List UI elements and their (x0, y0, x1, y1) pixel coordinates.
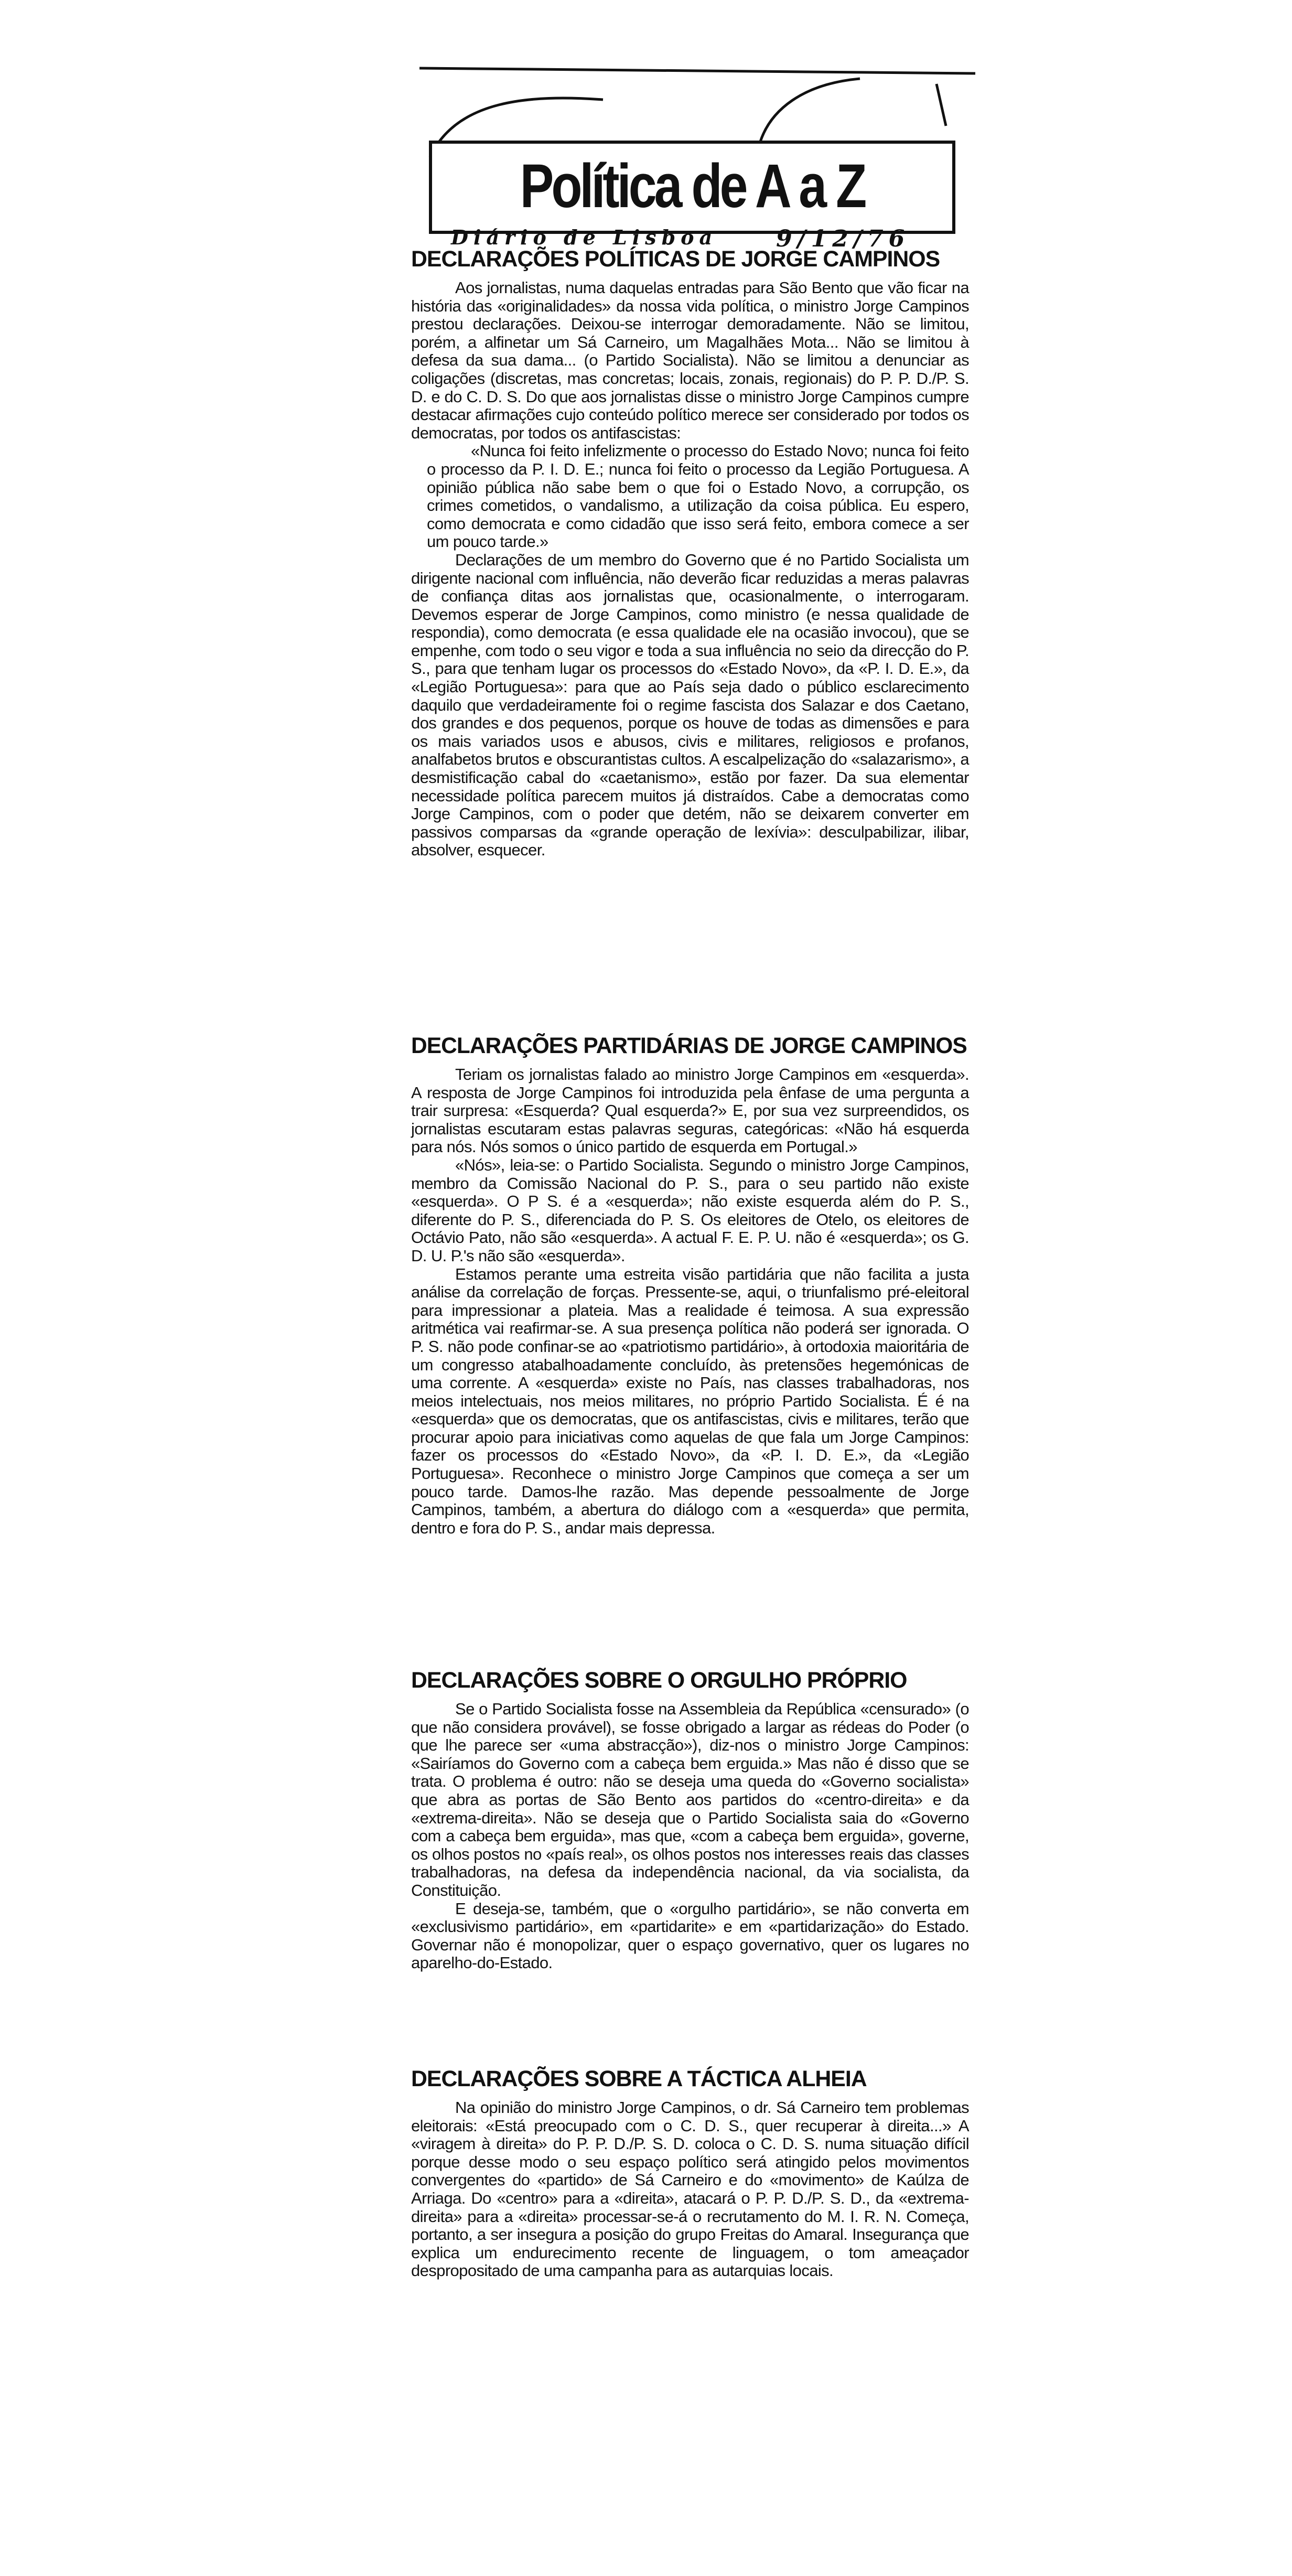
top-rule-stroke (419, 68, 975, 73)
section-political-declarations (411, 246, 969, 860)
masthead-box (429, 141, 955, 234)
handwritten-date: 9/12/76 (776, 226, 910, 252)
section-heading: DECLARAÇÕES PARTIDÁRIAS DE JORGE CAMPINOS (411, 1033, 967, 1058)
paragraph: «Nós», leia-se: o Partido Socialista. Segundo o ministro Jorge Campinos, membro da Comissão Nacional do P. S., para o seu partido não existe «esquerda». O P S. é a «esquerda»; não existe esquerda além do P. S., diferente do P. S., diferenciada do P. S. Os eleitores de Otelo, os eleitores de Octávio Pato, não são «esquerda». A actual F. E. P. U. não é «esquerda»; os G. D. U. P.'s não são «esquerda». (411, 1155, 969, 1265)
handwritten-source: Diário de Lisboa (451, 226, 718, 249)
paragraph: Declarações de um membro do Governo que é no Partido Socialista um dirigente nacional com influência, não deverão ficar reduzidas a meras palavras de confiança ditas aos jornalistas que, ocasionalmente, o interrogaram. Devemos esperar de Jorge Campinos, como ministro (e nessa qualidade de respondia), como democrata (e essa qualidade ele na ocasião invocou), que se empenhe, com todo o seu vigor e toda a sua influência no seio da direcção do P. S., para que tenham lugar os processos do «Estado Novo», da «P. I. D. E.», da «Legião Portuguesa»: para que ao País seja dado o público esclarecimento daquilo que verdadeiramente foi o regime fascista dos Salazar e dos Caetano, dos grandes e dos pequenos, porque os houve de todas as dimensões e para os mais variados usos e abusos, civis e militares, religiosos e profanos, analfabetos brutos e obscurantistas cultos. A escalpelização do «salazarismo», a desmistificação cabal do «caetanismo», estão por fazer. Da sua elementar necessidade política parecem muitos já distraídos. Cabe a democratas como Jorge Campinos, com o poder que detém, não se deixarem converter em passivos comparsas da «grande operação de lexívia»: desculpabilizar, ilibar, absolver, esquecer. (411, 550, 969, 860)
section-heading: DECLARAÇÕES POLÍTICAS DE JORGE CAMPINOS (411, 246, 940, 272)
section-heading: DECLARAÇÕES SOBRE A TÁCTICA ALHEIA (411, 2066, 867, 2091)
paragraph: E deseja-se, também, que o «orgulho partidário», se não converta em «exclusivismo partidário», em «partidarite» e em «partidarização» do Estado. Governar não é monopolizar, quer o espaço governativo, quer os lugares no aparelho-do-Estado. (411, 1899, 969, 1972)
tick-stroke (936, 84, 946, 126)
paragraph: Aos jornalistas, numa daquelas entradas para São Bento que vão ficar na história das «originalidades» da nossa vida política, o ministro Jorge Campinos prestou declarações. Deixou-se interrogar demoradamente. Não se limitou, porém, a alfinetar um Sá Carneiro, um Magalhães Mota... Não se limitou à defesa da sua dama... (o Partido Socialista). Não se limitou a denunciar as coligações (discretas, mas concretas; locais, zonais, regionais) do P. P. D./P. S. D. e do C. D. S. Do que aos jornalistas disse o ministro Jorge Campinos cumpre destacar afirmações cujo conteúdo político merece ser considerado por todos os democratas, por todos os antifascistas: (411, 278, 969, 442)
quote-paragraph: «Nunca foi feito infelizmente o processo do Estado Novo; nunca foi feito o processo da P. I. D. E.; nunca foi feito o processo da Legião Portuguesa. A opinião pública não sabe bem o que foi o Estado Novo, a corrupção, os crimes cometidos, o vandalismo, a utilização da coisa pública. Eu espero, como democrata e como cidadão que isso será feito, embora comece a ser um pouco tarde.» (427, 442, 969, 551)
section-self-pride (411, 1668, 969, 1972)
paragraph: Estamos perante uma estreita visão partidária que não facilita a justa análise da correlação de forças. Pressente-se, aqui, o triunfalismo pré-eleitoral para impressionar a plateia. Mas a realidade é teimosa. A sua expressão aritmética vai reafirmar-se. A sua presença política não poderá ser ignorada. O P. S. não pode confinar-se ao «patriotismo partidário», à ortodoxia maioritária de um congresso atabalhoadamente concluído, às pretensões hegemónicas de uma corrente. A «esquerda» existe no País, nas classes trabalhadoras, nos meios intelectuais, nos meios militares, no próprio Partido Socialista. É é na «esquerda» que os democratas, que os antifascistas, civis e militares, terão que procurar apoio para iniciativas como aquelas de que fala um Jorge Campinos: fazer os processos do «Estado Novo», da «P. I. D. E.», da «Legião Portuguesa». Reconhece o ministro Jorge Campinos que começa a ser um pouco tarde. Damos-lhe razão. Mas depende pessoalmente de Jorge Campinos, também, a abertura do diálogo com a «esquerda» que permita, dentro e fora do P. S., andar mais depressa. (411, 1264, 969, 1537)
section-partisan-declarations (411, 1033, 969, 1537)
curve-stroke-right (760, 79, 860, 142)
paragraph: Se o Partido Socialista fosse na Assembleia da República «censurado» (o que não considera provável), se fosse obrigado a largar as rédeas do Poder (o que lhe parece ser «uma abstracção»), diz-nos o ministro Jorge Campinos: «Sairíamos do Governo com a cabeça bem erguida.» Mas não é disso que se trata. O problema é outro: não se deseja uma queda do «Governo socialista» que abra as portas de São Bento aos partidos do «centro-direita» e da «extrema-direita». Não se deseja que o Partido Socialista saia do «Governo com a cabeça bem erguida», mas que, «com a cabeça bem erguida», governe, os olhos postos no «país real», os olhos postos nos interesses reais das classes trabalhadoras, na defesa da independência nacional, da via socialista, da Constituição. (411, 1700, 969, 1899)
section-others-tactics (411, 2066, 969, 2280)
paragraph: Na opinião do ministro Jorge Campinos, o dr. Sá Carneiro tem problemas eleitorais: «Está preocupado com o C. D. S., quer recuperar à direita...» A «viragem à direita» do P. P. D./P. S. D. coloca o C. D. S. numa situação difícil porque desse modo o seu espaço político será atingido pelos movimentos convergentes do «partido» de Sá Carneiro e do «movimento» de Kaúlza de Arriaga. Do «centro» para a «direita», atacará o P. P. D./P. S. D., da «extrema-direita» para a «direita» processar-se-á o recrutamento do M. I. R. N. Começa, portanto, a ser insegura a posição do grupo Freitas do Amaral. Insegurança que explica um endurecimento recente de linguagem, o tom ameaçador despropositado de uma campanha para as autarquias locais. (411, 2098, 969, 2280)
section-heading: DECLARAÇÕES SOBRE O ORGULHO PRÓPRIO (411, 1668, 907, 1693)
masthead-title: Política de A a Z (520, 152, 865, 221)
paragraph: Teriam os jornalistas falado ao ministro Jorge Campinos em «esquerda». A resposta de Jorge Campinos foi introduzida pela ênfase de uma pergunta a trair surpresa: «Esquerda? Qual esquerda?» E, por sua vez surpreendidos, os jornalistas escutaram estas palavras seguras, categóricas: «Não há esquerda para nós. Nós somos o único partido de esquerda em Portugal.» (411, 1065, 969, 1156)
